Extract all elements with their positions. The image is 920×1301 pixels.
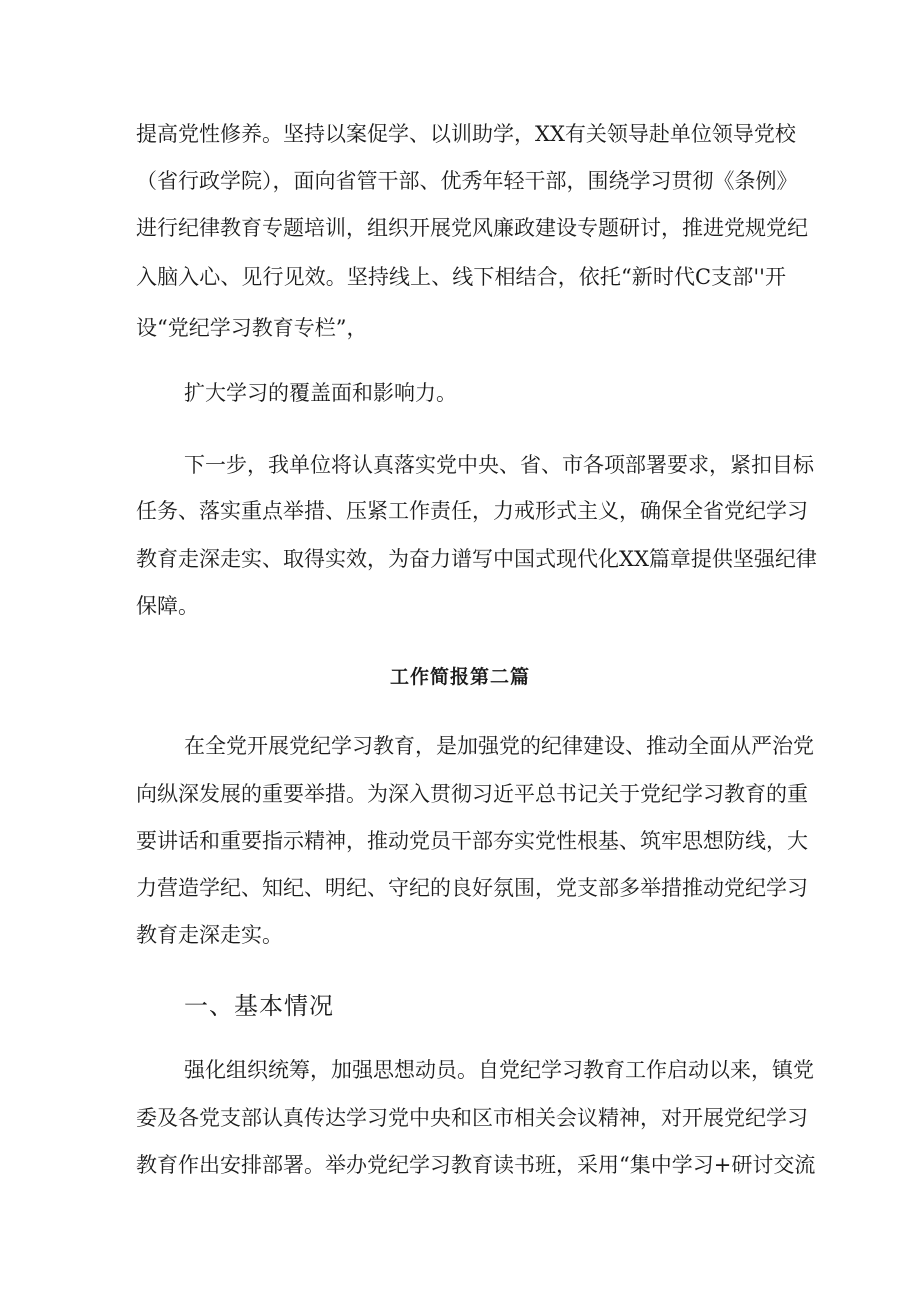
- paragraph-1-line-3: 进行纪律教育专题培训，组织开展党风廉政建设专题研讨，推进党规党纪: [136, 216, 808, 240]
- paragraph-3-line-3: 教育走深走实、取得实效，为奋力谱写中国式现代化XX篇章提供坚强纪律: [136, 547, 817, 571]
- section-title: 工作简报第二篇: [389, 666, 530, 688]
- paragraph-4-line-2: 向纵深发展的重要举措。为深入贯彻习近平总书记关于党纪学习教育的重: [136, 782, 808, 806]
- paragraph-3-line-4: 保障。: [136, 594, 199, 618]
- paragraph-5-line-3: 教育作出安排部署。举办党纪学习教育读书班，采用“集中学习+研讨交流: [136, 1153, 816, 1177]
- paragraph-3-line-1: 下一步，我单位将认真落实党中央、省、市各项部署要求，紧扣目标: [184, 453, 814, 477]
- paragraph-4-line-3: 要讲话和重要指示精神，推动党员干部夯实党性根基、筑牢思想防线，大: [136, 829, 808, 853]
- paragraph-1-line-2: （省行政学院），面向省管干部、优秀年轻干部，围绕学习贯彻《条例》: [136, 169, 798, 193]
- paragraph-1-line-4: 入脑入心、见行见效。坚持线上、线下相结合，依托“新时代C支部''开: [136, 265, 786, 289]
- paragraph-4-line-5: 教育走深走实。: [136, 923, 283, 947]
- paragraph-5-line-2: 委及各党支部认真传达学习党中央和区市相关会议精神，对开展党纪学习: [136, 1106, 808, 1130]
- paragraph-3-line-2: 任务、落实重点举措、压紧工作责任，力戒形式主义，确保全省党纪学习: [136, 499, 808, 523]
- paragraph-1-line-5: 设“党纪学习教育专栏”，: [136, 316, 368, 340]
- paragraph-4-line-4: 力营造学纪、知纪、明纪、守纪的良好氛围，党支部多举措推动党纪学习: [136, 876, 808, 900]
- section-heading: 一、基本情况: [184, 992, 334, 1020]
- paragraph-5-line-1: 强化组织统筹，加强思想动员。自党纪学习教育工作启动以来，镇党: [184, 1058, 814, 1082]
- paragraph-1-line-1: 提高党性修养。坚持以案促学、以训助学，XX有关领导赴单位领导党校: [136, 122, 796, 146]
- paragraph-2-line-1: 扩大学习的覆盖面和影响力。: [184, 381, 457, 405]
- paragraph-4-line-1: 在全党开展党纪学习教育，是加强党的纪律建设、推动全面从严治党: [184, 734, 814, 758]
